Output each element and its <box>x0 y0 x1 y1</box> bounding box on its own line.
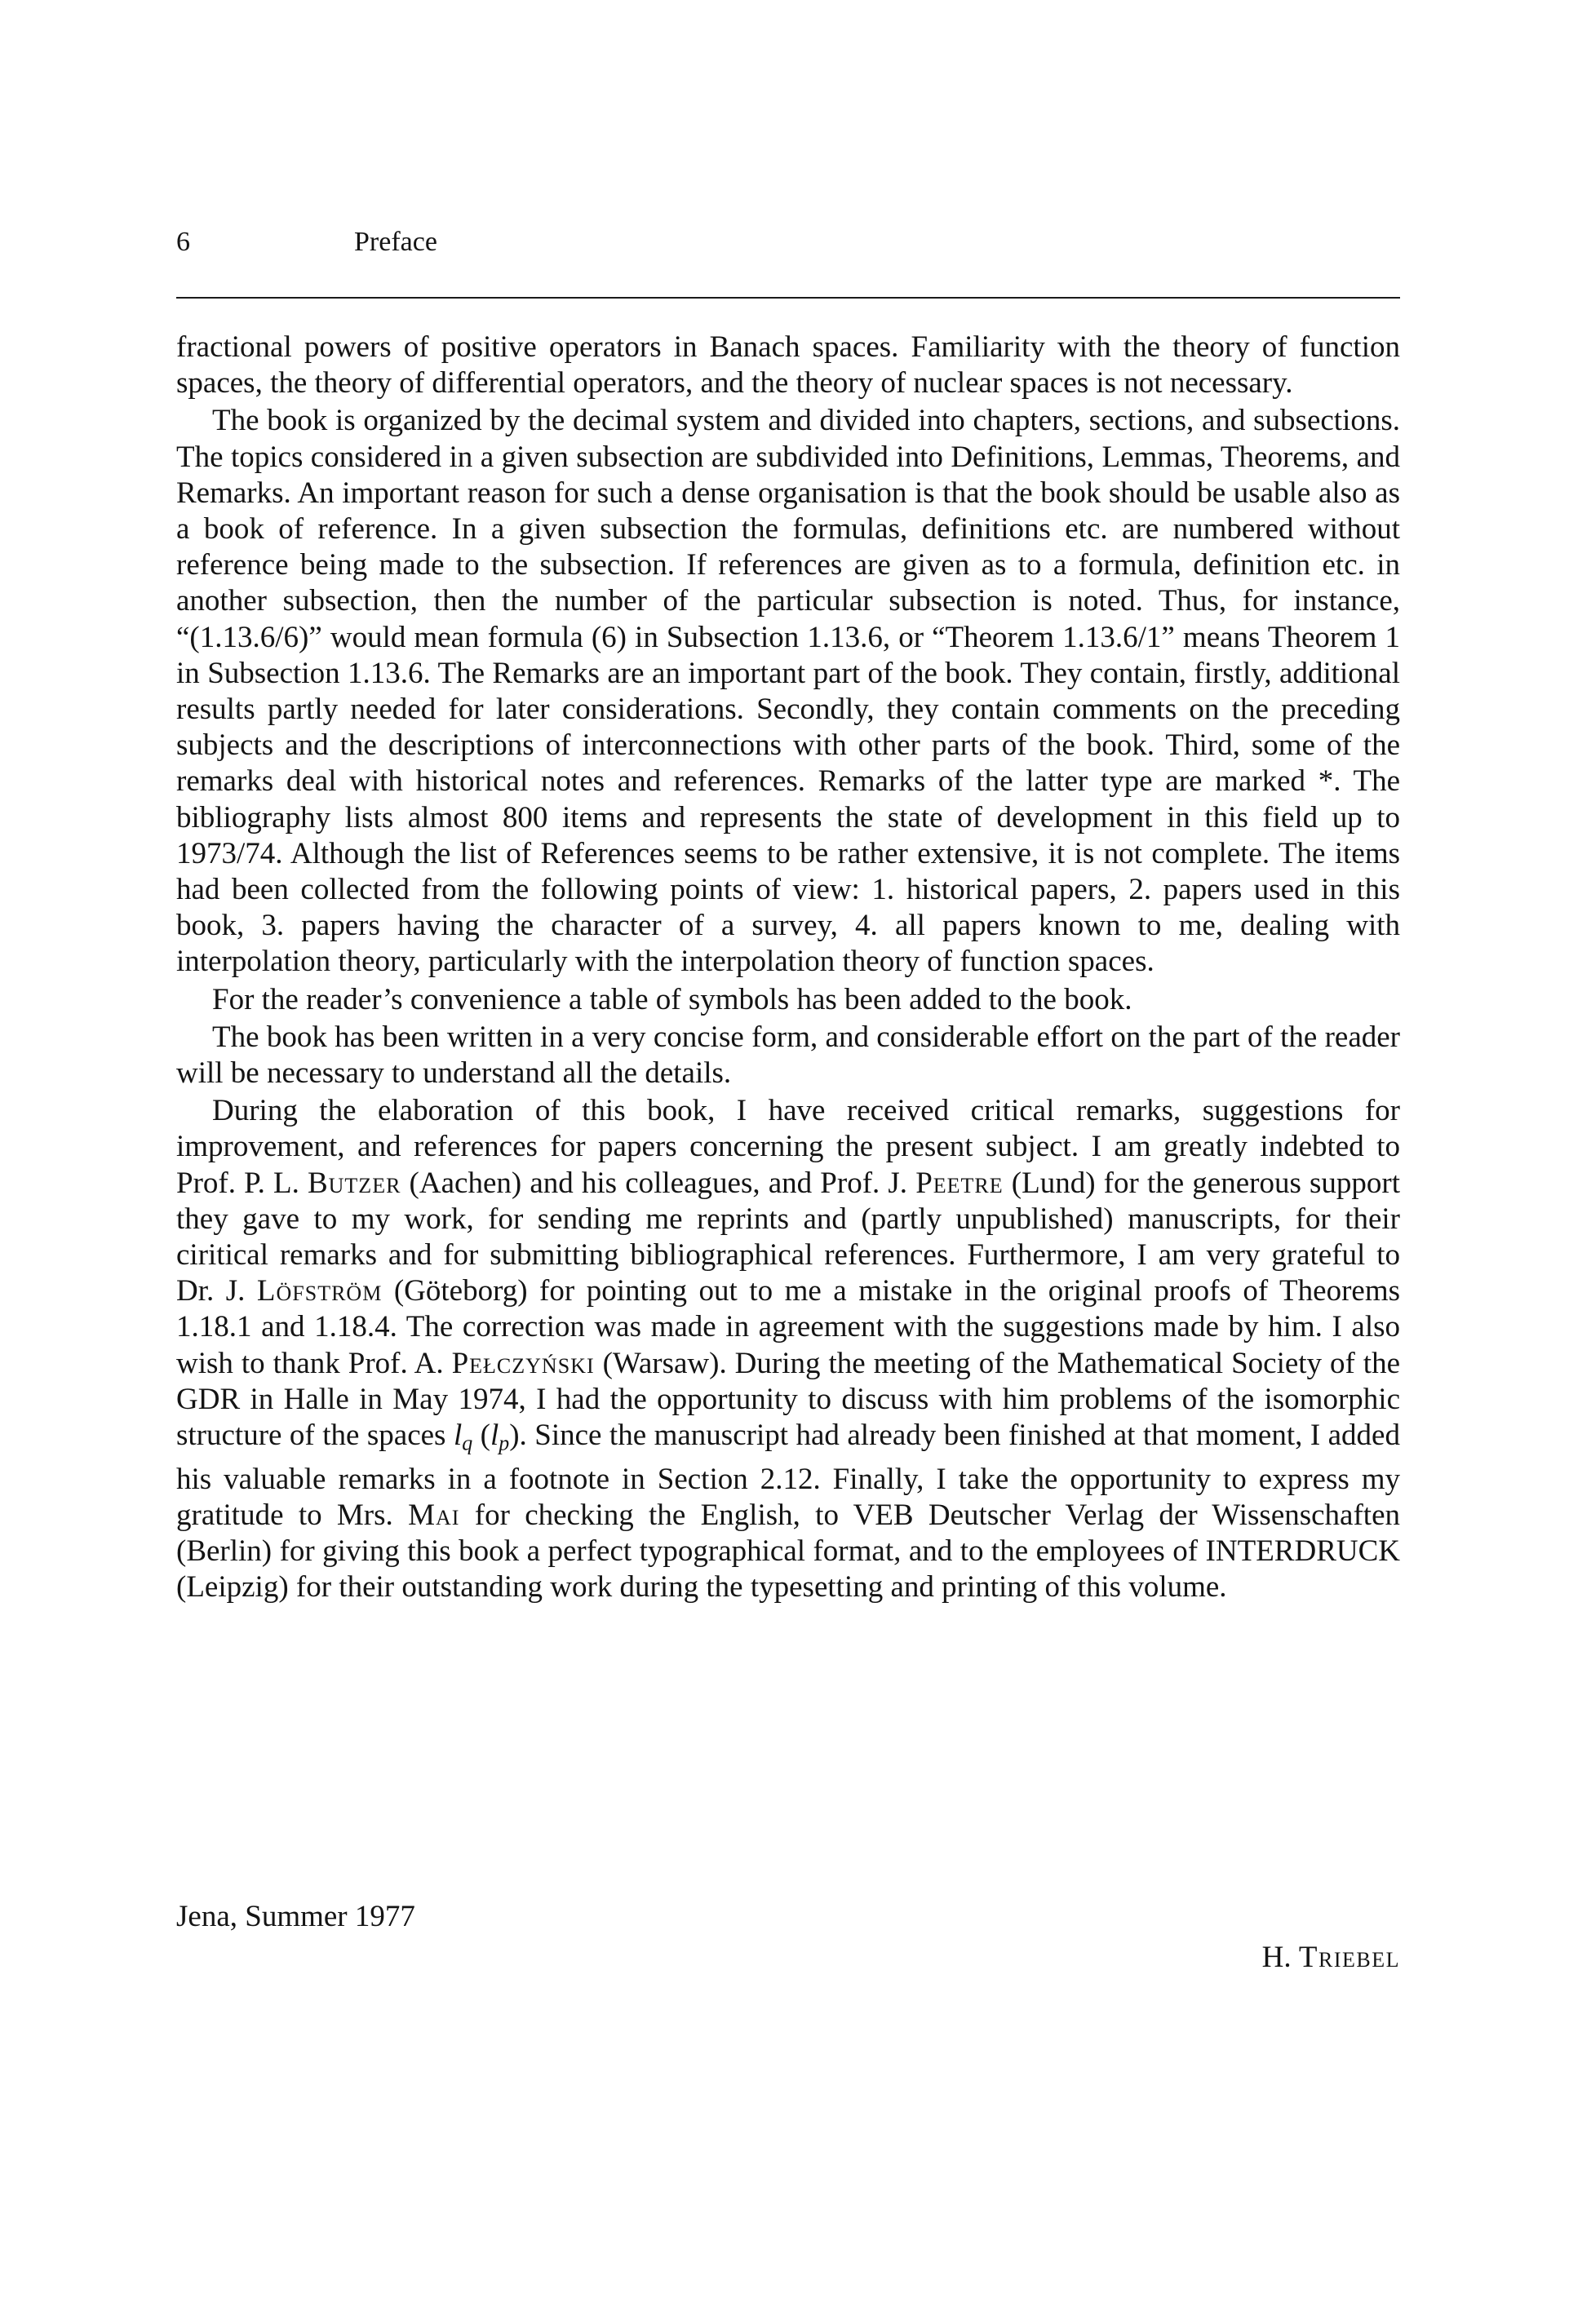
place-date: Jena, Summer 1977 <box>176 1900 415 1933</box>
name-lofstrom: Löfström <box>256 1274 383 1308</box>
ack-text-6: . Since the manuscript had already been finished at that moment, I added his valuable remarks in a footnote in Section 2.12. Finally, I take the opportunity to express my gratitude to Mrs. <box>176 1419 1400 1532</box>
name-peetre: Peetre <box>915 1166 1004 1200</box>
ack-text-4: (Göteborg) for pointing out to me a mistake in the original proofs of Theorems 1.18.1 and 1.18.4. The correction was made in agreement with the suggestions made by him. I also wish to thank Prof. A. <box>176 1274 1400 1380</box>
math-l-p: $l_p$ <box>490 1419 510 1455</box>
preface-body <box>176 330 1400 1606</box>
name-mai: Mai <box>408 1498 460 1532</box>
paragraph-symbols: For the reader’s convenience a table of symbols has been added to the book. <box>212 982 1132 1016</box>
ack-text-7: for checking the English, to VEB Deutscher Verlag der Wissenschaften (Berlin) for giving this book a perfect typographical format, and to the employees of INTERDRUCK (Leipzig) for their outstanding work during the typesetting and printing of this volume. <box>176 1498 1401 1605</box>
running-head <box>176 222 1400 263</box>
ack-text-3: (Lund) for the generous support they gave to my work, for sending me reprints and (partly unpublished) manuscripts, for their ciritical remarks and for submitting bibliographical references. Furthermore, I am very grateful to Dr. J. <box>176 1166 1400 1308</box>
paragraph-concise-form: The book has been written in a very concise form, and considerable effort on the part of the reader will be necessary to understand all the details. <box>176 1020 1400 1091</box>
paragraph-continuation: fractional powers of positive operators in Banach spaces. Familiarity with the theory of function spaces, the theory of differential operators, and the theory of nuclear spaces is not necessary. <box>176 330 1400 401</box>
paragraph-acknowledgements: During the elaboration of this book, I have received critical remarks, suggestions for improvement, and references for papers concerning the present subject. I am greatly indebted to Prof. P. L. Butzer (Aachen) and his colleagues, and Prof. J. Peetre (Lund) for the generous support they gave to my work, for sending me reprints and (partly unpublished) manuscripts, for their ciritical remarks and for submitting bibliographical references. Furthermore, I am very grateful to Dr. J. Löfström (Göteborg) for pointing out to me a mistake in the original proofs of Theorems 1.18.1 and 1.18.4. The correction was made in agreement with the suggestions made by him. I also wish to thank Prof. A. Pełczyński (Warsaw). During the meeting of the Mathematical Society of the GDR in Halle in May 1974, I had the opportunity to discuss with him problems of the isomorphic structure of the spaces $l_q$ $(l_p)$. Since the manuscript had already been finished at that moment, I added his valuable remarks in a footnote in Section 2.12. Finally, I take the opportunity to express my gratitude to Mrs. Mai for checking the English, to VEB Deutscher Verlag der Wissenschaften (Berlin) for giving this book a perfect typographical format, and to the employees of INTERDRUCK (Leipzig) for their outstanding work during the typesetting and printing of this volume. <box>176 1094 1401 1605</box>
header-rule <box>176 297 1400 299</box>
running-title: Preface <box>354 227 437 257</box>
author-initial: H. <box>1261 1941 1299 1974</box>
page-number: 6 <box>176 227 190 257</box>
author-surname: Triebel <box>1298 1941 1400 1974</box>
name-pelczynski: Pełczyński <box>451 1346 595 1380</box>
name-butzer: Butzer <box>307 1166 401 1200</box>
author-signature <box>1262 1940 1400 1976</box>
ack-text-2: (Aachen) and his colleagues, and Prof. J. <box>401 1166 916 1200</box>
paragraph-organization: The book is organized by the decimal system and divided into chapters, sections, and subsections. The topics considered in a given subsection are subdivided into Definitions, Lemmas, Theorems, and Remarks. An important reason for such a dense organisation is that the book should be usable also as a book of reference. In a given subsection the formulas, definitions etc. are numbered without reference being made to the subsection. If references are given as to a formula, definition etc. in another subsection, then the number of the particular subsection is noted. Thus, for instance, “(1.13.6/6)” would mean formula (6) in Subsection 1.13.6, or “Theorem 1.13.6/1” means Theorem 1 in Subsection 1.13.6. The Remarks are an important part of the book. They contain, firstly, additional results partly needed for later considerations. Secondly, they contain comments on the preceding subjects and the descriptions of interconnections with other parts of the book. Third, some of the remarks deal with historical notes and references. Remarks of the latter type are marked *. The bibliography lists almost 800 items and represents the state of development in this field up to 1973/74. Although the list of References seems to be rather extensive, it is not complete. The items had been collected from the following points of view: 1. historical papers, 2. papers used in this book, 3. papers having the character of a survey, 4. all papers known to me, dealing with interpolation theory, particularly with the interpolation theory of function spaces. <box>176 404 1400 979</box>
math-l-q: $l_q$ <box>453 1419 473 1455</box>
ack-text-1: During the elaboration of this book, I have received critical remarks, suggestions for improvement, and references for papers concerning the present subject. I am greatly indebted to Prof. P. L. <box>176 1094 1400 1200</box>
ack-text-5: (Warsaw). During the meeting of the Mathematical Society of the GDR in Halle in May 1974, I had the opportunity to discuss with him problems of the isomorphic structure of the spaces <box>176 1346 1400 1453</box>
